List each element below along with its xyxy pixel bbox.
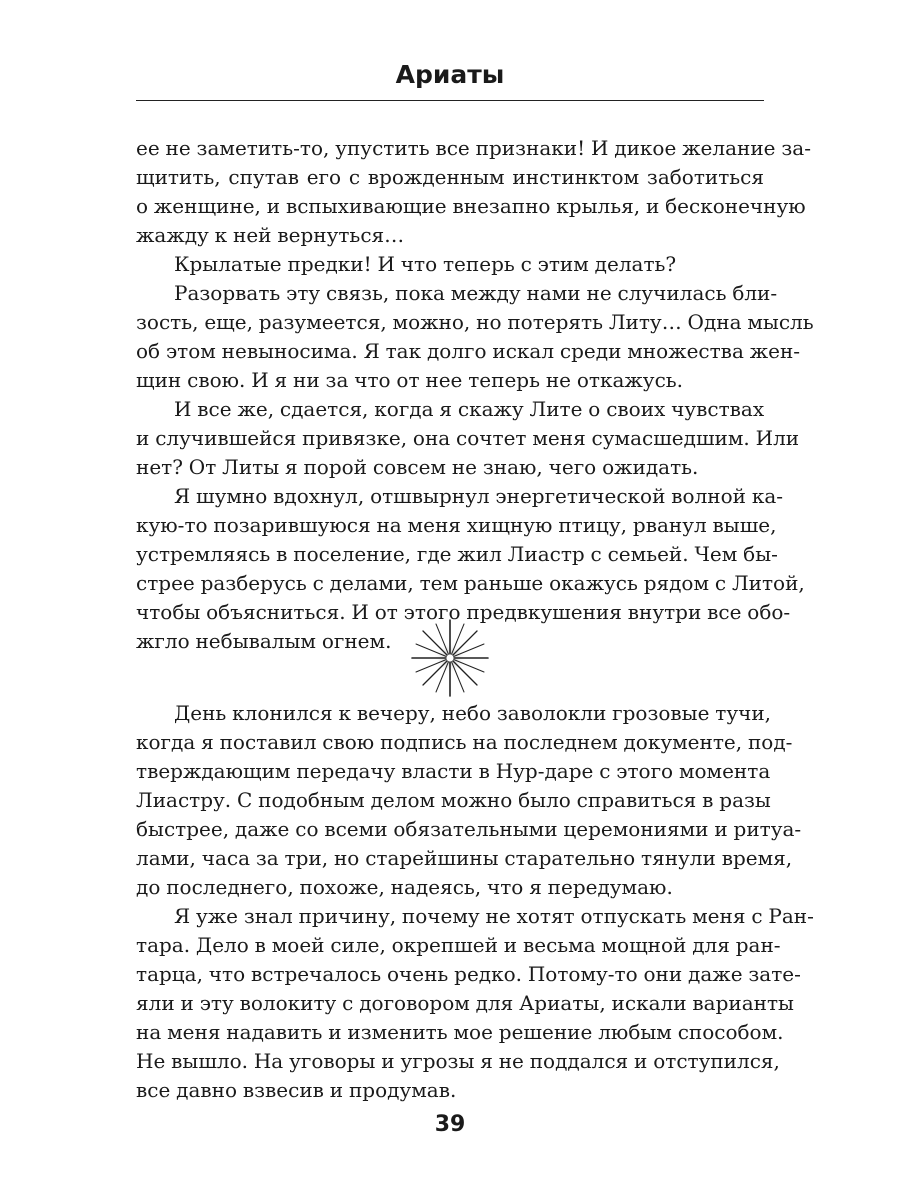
paragraph	[136, 395, 800, 482]
text-line: Крылатые предки! И что теперь с этим делать?	[174, 252, 677, 276]
text-line: тарца, что встречалось очень редко. Потому-то они даже зате-	[136, 962, 801, 986]
paragraph	[136, 134, 811, 250]
text-line: устремляясь в поселение, где жил Лиастр с семьей. Чем бы-	[136, 542, 778, 566]
text-section-2	[136, 699, 814, 1105]
text-line: ее не заметить-то, упустить все признаки! И дикое желание за-	[136, 136, 811, 160]
text-line: жажду к ней вернуться…	[136, 223, 405, 247]
text-line: все давно взвесив и продумав.	[136, 1078, 457, 1102]
text-line: Лиастру. С подобным делом можно было справиться в разы	[136, 788, 771, 812]
text-line: Не вышло. На уговоры и угрозы я не поддался и отступился,	[136, 1049, 780, 1073]
text-line: яли и эту волокиту с договором для Ариаты, искали варианты	[136, 991, 794, 1015]
paragraph	[136, 250, 764, 279]
text-line: И все же, сдается, когда я скажу Лите о своих чувствах	[174, 397, 765, 421]
text-line: быстрее, даже со всеми обязательными церемониями и ритуа-	[136, 817, 802, 841]
text-line: о женщине, и вспыхивающие внезапно крылья, и бесконечную	[136, 194, 806, 218]
text-line: об этом невыносима. Я так долго искал среди множества жен-	[136, 339, 801, 363]
text-section-1	[136, 134, 814, 656]
text-line: когда я поставил свою подпись на последнем документе, под-	[136, 730, 793, 754]
paragraph	[136, 279, 814, 395]
text-line: День клонился к вечеру, небо заволокли грозовые тучи,	[174, 701, 772, 725]
text-line: кую-то позарившуюся на меня хищную птицу, рванул выше,	[136, 513, 777, 537]
text-line: щин свою. И я ни за что от нее теперь не откажусь.	[136, 368, 684, 392]
text-line: тара. Дело в моей силе, окрепшей и весьма мощной для ран-	[136, 933, 781, 957]
text-line: нет? От Литы я порой совсем не знаю, чего ожидать.	[136, 455, 699, 479]
text-line: жгло небывалым огнем.	[136, 629, 392, 653]
text-line: Я шумно вдохнул, отшвырнул энергетической волной ка-	[174, 484, 784, 508]
text-line: Разорвать эту связь, пока между нами не случилась бли-	[174, 281, 778, 305]
text-line: на меня надавить и изменить мое решение любым способом.	[136, 1020, 784, 1044]
text-line: стрее разберусь с делами, тем раньше окажусь рядом с Литой,	[136, 571, 805, 595]
text-line: до последнего, похоже, надеясь, что я передумаю.	[136, 875, 673, 899]
running-title: Ариаты	[395, 60, 505, 89]
starburst-icon	[410, 618, 490, 698]
text-line: Я уже знал причину, почему не хотят отпускать меня с Ран-	[174, 904, 814, 928]
text-line: щитить, спутав его с врожденным инстинктом заботиться	[136, 165, 764, 189]
text-line: тверждающим передачу власти в Нур-даре с этого момента	[136, 759, 771, 783]
text-line: лами, часа за три, но старейшины старательно тянули время,	[136, 846, 793, 870]
page-number: 39	[434, 1112, 466, 1137]
text-line: зость, еще, разумеется, можно, но потерять Литу… Одна мысль	[136, 310, 814, 334]
text-line: чтобы объясниться. И от этого предвкушения внутри все обо-	[136, 600, 791, 624]
text-line: и случившейся привязке, она сочтет меня сумасшедшим. Или	[136, 426, 800, 450]
paragraph	[136, 699, 802, 902]
paragraph	[136, 902, 814, 1105]
header-rule	[136, 100, 764, 101]
